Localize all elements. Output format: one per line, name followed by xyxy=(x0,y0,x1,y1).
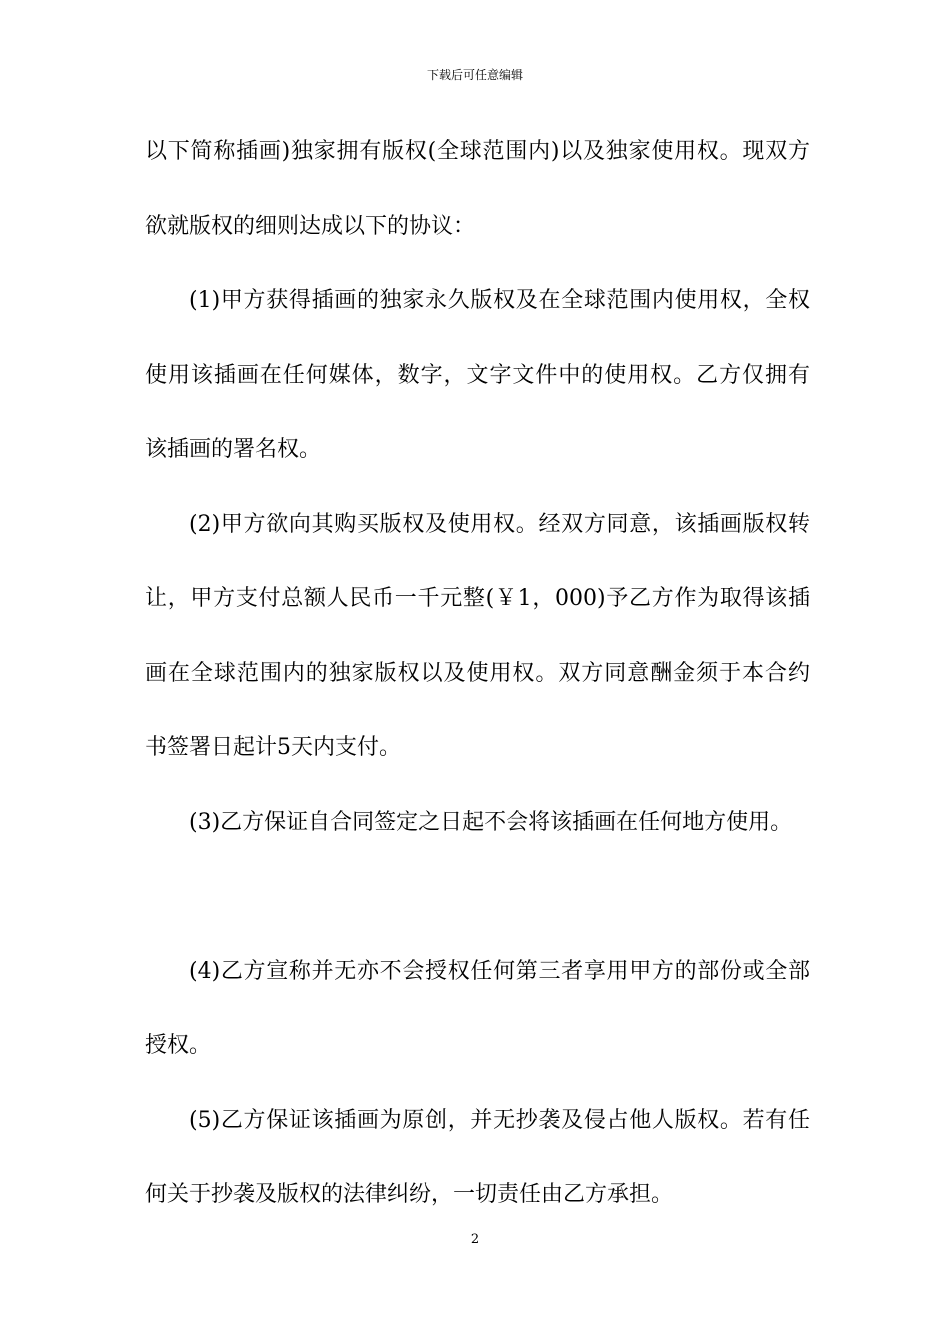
clause-2-line: (2)甲方欲向其购买版权及使用权。经双方同意，该插画版权转 xyxy=(189,512,810,537)
clause-2-line: 书签署日起计5天内支付。 xyxy=(145,735,401,760)
clause-3-line: (3)乙方保证自合同签定之日起不会将该插画在任何地方使用。 xyxy=(189,810,793,835)
paragraph-line: 以下简称插画)独家拥有版权(全球范围内)以及独家使用权。现双方 xyxy=(145,139,810,164)
clause-1-line: (1)甲方获得插画的独家永久版权及在全球范围内使用权，全权 xyxy=(189,288,810,313)
clause-4-line: 授权。 xyxy=(145,1033,212,1058)
paragraph-line: 欲就版权的细则达成以下的协议： xyxy=(145,214,476,239)
clause-2-line: 画在全球范围内的独家版权以及使用权。双方同意酬金须于本合约 xyxy=(145,661,810,686)
clause-4-line: (4)乙方宣称并无亦不会授权任何第三者享用甲方的部份或全部 xyxy=(189,959,810,984)
clause-1-line: 该插画的署名权。 xyxy=(145,437,322,462)
clause-5-line: 何关于抄袭及版权的法律纠纷，一切责任由乙方承担。 xyxy=(145,1182,674,1207)
clause-2-line: 让，甲方支付总额人民币一千元整(￥1，000)予乙方作为取得该插 xyxy=(145,586,810,611)
page-number: 2 xyxy=(470,1232,480,1247)
clause-5-line: (5)乙方保证该插画为原创，并无抄袭及侵占他人版权。若有任 xyxy=(189,1108,810,1133)
clause-1-line: 使用该插画在任何媒体，数字，文字文件中的使用权。乙方仅拥有 xyxy=(145,363,810,388)
page-header: 下载后可任意编辑 xyxy=(426,68,523,82)
